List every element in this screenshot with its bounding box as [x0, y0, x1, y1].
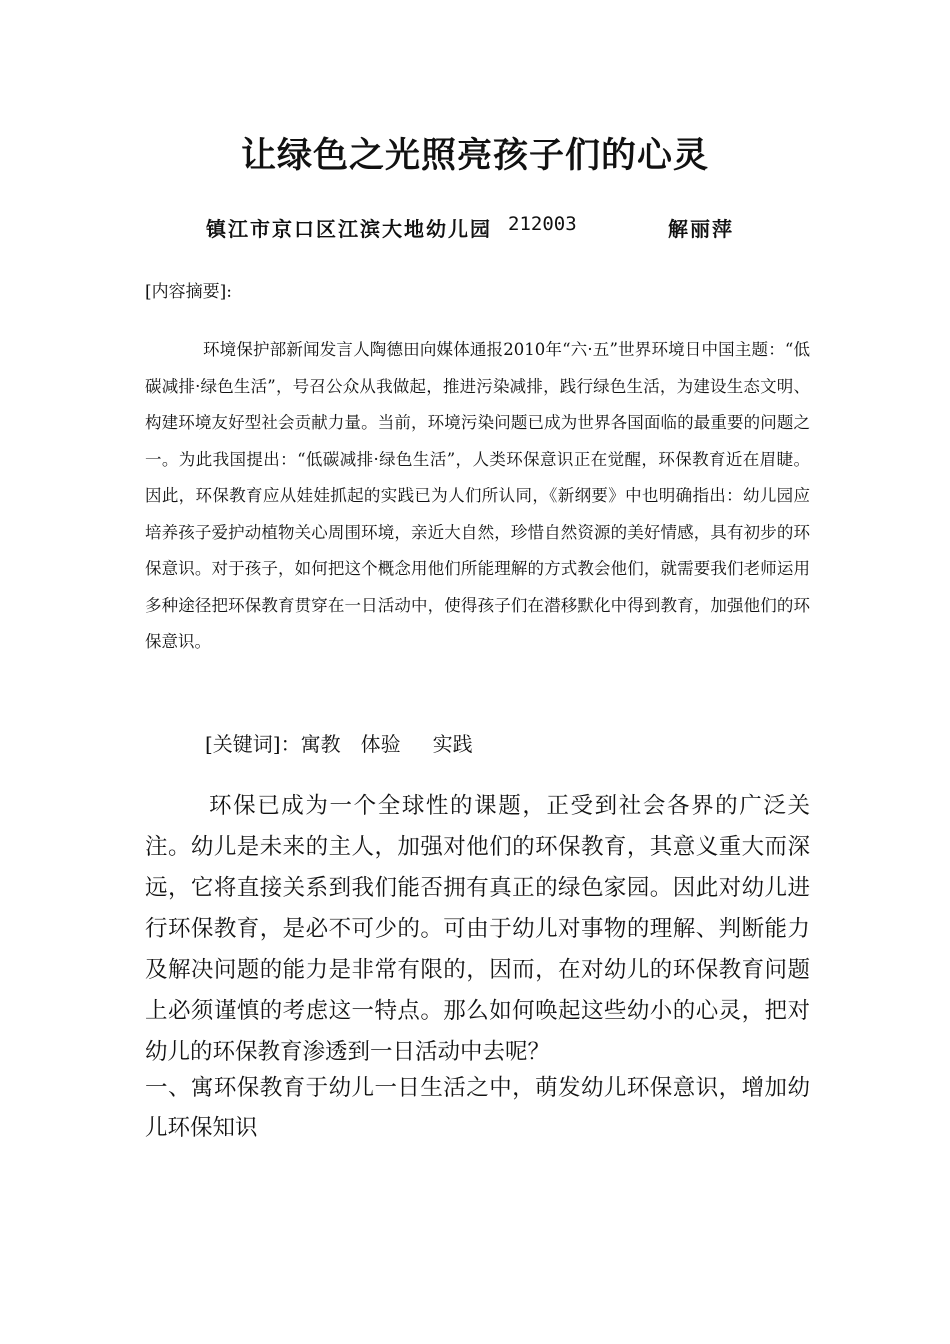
byline — [0, 213, 950, 241]
section-heading: 一、寓环保教育于幼儿一日生活之中，萌发幼儿环保意识，增加幼儿环保知识 — [145, 1075, 810, 1141]
keyword-item: 体验 — [360, 732, 401, 756]
abstract-text: 环境保护部新闻发言人陶德田向媒体通报2010年“六·五”世界环境日中国主题：“低碳减排·绿色生活”，号召公众从我做起，推进污染减排，践行绿色生活，为建设生态文明、构建环境友好型社会贡献力量。当前，环境污染问题已成为世界各国面临的最重要的问题之一。为此我国提出：“低碳减排·绿色生活”，人类环保意识正在觉醒，环保教育近在眉睫。因此，环保教育应从娃娃抓起的实践已为人们所认同，《新纲要》中也明确指出：幼儿园应培养孩子爱护动植物关心周围环境，亲近大自然，珍惜自然资源的美好情感，具有初步的环保意识。对于孩子，如何把这个概念用他们所能理解的方式教会他们，就需要我们老师运用多种途径把环保教育贯穿在一日活动中，使得孩子们在潜移默化中得到教育，加强他们的环保意识。 — [145, 340, 810, 651]
author-name: 解丽萍 — [668, 217, 734, 241]
body-paragraph: 环保已成为一个全球性的课题，正受到社会各界的广泛关注。幼儿是未来的主人，加强对他们的环保教育，其意义重大而深远，它将直接关系到我们能否拥有真正的绿色家园。因此对幼儿进行环保教育，是必不可少的。可由于幼儿对事物的理解、判断能力及解决问题的能力是非常有限的，因而，在对幼儿的环保教育问题上必须谨慎的考虑这一特点。那么如何唤起这些幼小的心灵，把对幼儿的环保教育渗透到一日活动中去呢？ — [145, 793, 810, 1065]
keywords-label: [关键词]： — [205, 732, 301, 756]
postcode: 212003 — [508, 213, 577, 235]
keywords-line — [205, 728, 473, 757]
abstract-label: [内容摘要]: — [145, 282, 232, 302]
document-title: 让绿色之光照亮孩子们的心灵 — [240, 136, 709, 176]
author-organization: 镇江市京口区江滨大地幼儿园 — [206, 217, 492, 241]
keyword-item: 寓教 — [300, 732, 341, 756]
keyword-item: 实践 — [432, 732, 473, 756]
